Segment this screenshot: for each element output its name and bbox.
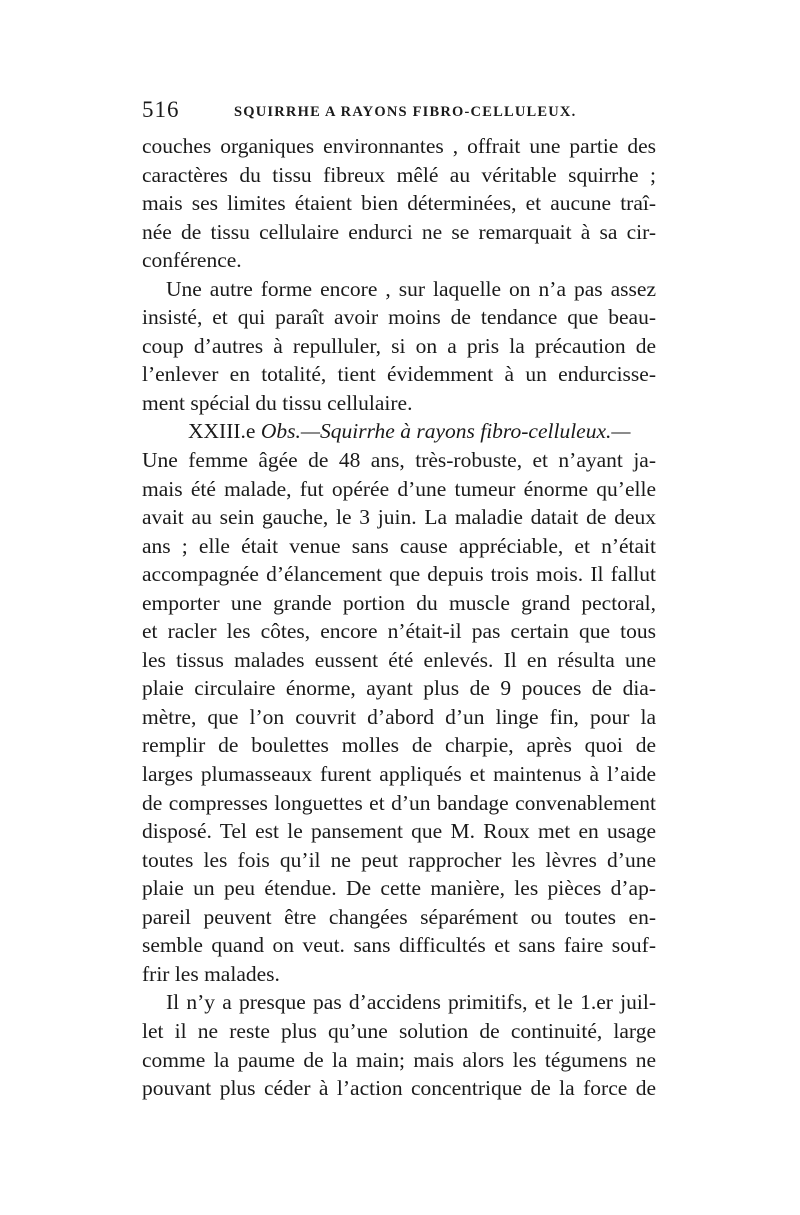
text-line: disposé. Tel est le pansement que M. Roux met en usage — [142, 819, 656, 844]
text-line: l’enlever en totalité, tient évidemment à un endurcisse- — [142, 362, 656, 387]
page-number: 516 — [142, 97, 180, 122]
text-line: semble quand on veut. sans difficultés et sans faire souf- — [142, 933, 656, 958]
page-header — [142, 95, 656, 125]
text-line: née de tissu cellulaire endurci ne se remarquait à sa cir- — [142, 219, 656, 244]
text-line: frir les malades. — [142, 961, 280, 986]
text-line: coup d’autres à repulluler, si on a pris la précaution de — [142, 333, 656, 358]
text-line: ans ; elle était venue sans cause appréciable, et n’était — [142, 533, 656, 558]
observation-heading — [142, 417, 656, 446]
text-line: let il ne reste plus qu’une solution de continuité, large — [142, 1018, 656, 1043]
text-line: mètre, que l’on couvrit d’abord d’un linge fin, pour la — [142, 704, 656, 729]
text-line: pareil peuvent être changées séparément ou toutes en- — [142, 904, 656, 929]
text-line: ment spécial du tissu cellulaire. — [142, 390, 413, 415]
text-line: mais été malade, fut opérée d’une tumeur énorme qu’elle — [142, 476, 656, 501]
text-line: avait au sein gauche, le 3 juin. La maladie datait de deux — [142, 505, 656, 530]
text-line: emporter une grande portion du muscle grand pectoral, — [142, 590, 656, 615]
running-head: SQUIRRHE A RAYONS FIBRO-CELLULEUX. — [234, 104, 577, 120]
text-line: caractères du tissu fibreux mêlé au véritable squirrhe ; — [142, 162, 656, 187]
text-line: remplir de boulettes molles de charpie, après quoi de — [142, 733, 656, 758]
body-text — [142, 132, 656, 1103]
paragraph-start: Une autre forme encore , sur laquelle on n’a pas assez — [166, 276, 656, 301]
paragraph-start: Il n’y a presque pas d’accidens primitifs, et le 1.er juil- — [166, 990, 656, 1015]
text-line: couches organiques environnantes , offrait une partie des — [142, 134, 656, 158]
text-line: toutes les fois qu’il ne peut rapprocher les lèvres d’une — [142, 847, 656, 872]
observation-label: Obs. — [260, 419, 301, 444]
text-line: Une femme âgée de 48 ans, très-robuste, et n’ayant ja- — [142, 448, 656, 473]
text-line: et racler les côtes, encore n’était-il pas certain que tous — [142, 619, 656, 644]
text-line: mais ses limites étaient bien déterminées, et aucune traî- — [142, 191, 656, 216]
text-line: comme la paume de la main; mais alors les tégumens ne — [142, 1047, 656, 1072]
text-line: les tissus malades eussent été enlevés. Il en résulta une — [142, 647, 656, 672]
text-line: insisté, et qui paraît avoir moins de tendance que beau- — [142, 305, 656, 330]
observation-title: —Squirrhe à rayons fibro-celluleux.— — [300, 419, 631, 444]
text-line: de compresses longuettes et d’un bandage convenablement — [142, 790, 656, 815]
text-line: conférence. — [142, 248, 242, 273]
observation-number: XXIII.e — [188, 419, 256, 444]
text-line: accompagnée d’élancement que depuis trois mois. Il fallut — [142, 562, 656, 587]
text-line: plaie un peu étendue. De cette manière, les pièces d’ap- — [142, 876, 656, 901]
text-line: larges plumasseaux furent appliqués et maintenus à l’aide — [142, 762, 656, 787]
text-line: pouvant plus céder à l’action concentrique de la force de — [142, 1076, 656, 1101]
text-line: plaie circulaire énorme, ayant plus de 9 pouces de dia- — [142, 676, 656, 701]
